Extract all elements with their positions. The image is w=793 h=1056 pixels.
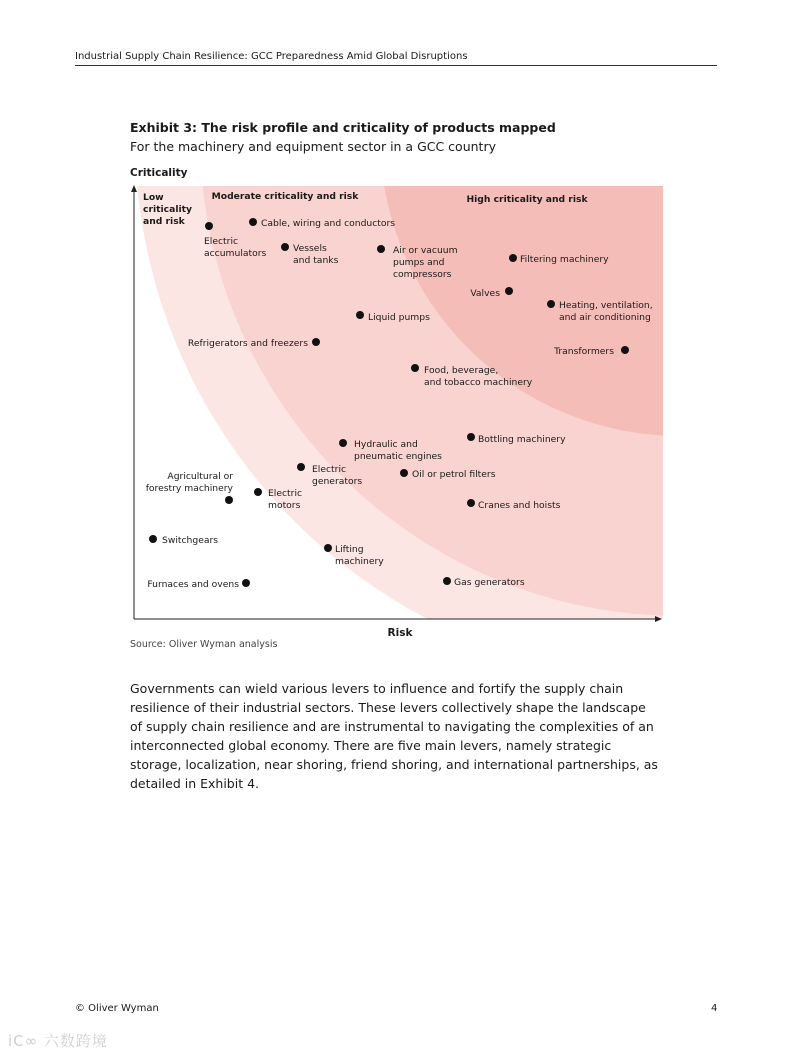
point-label: Furnaces and ovens: [147, 579, 239, 590]
point-label: Bottling machinery: [478, 434, 566, 445]
point-marker: [443, 577, 451, 585]
point-label: Valves: [470, 288, 500, 299]
watermark-text: 六数跨境: [43, 1032, 108, 1050]
point-marker: [621, 346, 629, 354]
page-number: 4: [711, 1003, 718, 1014]
point-marker: [377, 245, 385, 253]
point-filtering-machinery: [509, 254, 609, 265]
point-label: Filtering machinery: [520, 254, 609, 265]
point-marker: [281, 243, 289, 251]
point-label: Heating, ventilation, and air conditioning: [559, 300, 653, 323]
point-liquid-pumps: [356, 311, 430, 323]
point-label: Agricultural or forestry machinery: [145, 471, 233, 494]
point-bottling-machinery: [467, 433, 566, 445]
point-marker: [324, 544, 332, 552]
point-label: Lifting machinery: [335, 544, 384, 567]
point-gas-generators: [443, 577, 525, 588]
exhibit-title: Exhibit 3: The risk profile and criticality of products mapped: [130, 120, 556, 135]
point-marker: [467, 499, 475, 507]
point-label: Air or vacuum pumps and compressors: [393, 245, 458, 280]
zone-label-moderate: Moderate criticality and risk: [211, 191, 359, 202]
point-marker: [205, 222, 213, 230]
point-refrigerators-and-freezers: [188, 338, 320, 349]
exhibit-subtitle: For the machinery and equipment sector in a GCC country: [130, 139, 496, 154]
zone-label-low: Low criticality and risk: [143, 192, 192, 227]
risk-criticality-chart: [120, 176, 680, 646]
point-label: Liquid pumps: [368, 312, 430, 323]
point-marker: [547, 300, 555, 308]
point-label: Electric generators: [312, 464, 363, 487]
point-label: Refrigerators and freezers: [187, 338, 308, 349]
point-label: Gas generators: [454, 577, 525, 588]
point-label: Vessels and tanks: [293, 243, 339, 266]
point-marker: [411, 364, 419, 372]
point-marker: [149, 535, 157, 543]
point-heating-ventilation-and-air-conditioning: [547, 300, 653, 323]
point-label: Food, beverage, and tobacco machinery: [424, 365, 533, 388]
point-label: Electric motors: [268, 488, 303, 511]
y-axis-label: Criticality: [130, 167, 188, 179]
running-header: Industrial Supply Chain Resilience: GCC Preparedness Amid Global Disruptions: [75, 51, 717, 66]
watermark-logo: iC∞ 六数跨境: [8, 1032, 108, 1050]
point-label: Cranes and hoists: [478, 500, 561, 511]
point-label: Electric accumulators: [204, 236, 267, 259]
source-note: Source: Oliver Wyman analysis: [130, 639, 278, 650]
point-furnaces-and-ovens: [147, 579, 250, 590]
zone-label-high: High criticality and risk: [466, 194, 588, 205]
point-marker: [339, 439, 347, 447]
point-marker: [297, 463, 305, 471]
point-label: Switchgears: [162, 535, 219, 546]
point-label: Transformers: [554, 346, 614, 357]
x-axis-label: Risk: [387, 627, 413, 639]
point-marker: [356, 311, 364, 319]
point-oil-or-petrol-filters: [400, 469, 496, 480]
point-marker: [242, 579, 250, 587]
body-paragraph: Governments can wield various levers to influence and fortify the supply chain resilience of their industrial sectors. These levers collectively shape the landscape of supply chain resilience and are instrumental to navigating the complexities of an interconnected global economy. There are five main levers, namely strategic storage, localization, near shoring, friend shoring, and international partnerships, as detailed in Exhibit 4.: [130, 681, 658, 791]
point-marker: [249, 218, 257, 226]
point-marker: [505, 287, 513, 295]
point-marker: [254, 488, 262, 496]
point-marker: [312, 338, 320, 346]
point-marker: [225, 496, 233, 504]
footer-copyright: © Oliver Wyman: [75, 1003, 159, 1014]
point-label: Hydraulic and pneumatic engines: [354, 439, 442, 462]
point-cable-wiring-and-conductors: [249, 218, 395, 229]
point-label: Oil or petrol filters: [412, 469, 496, 480]
point-label: Cable, wiring and conductors: [261, 218, 396, 229]
point-marker: [400, 469, 408, 477]
point-cranes-and-hoists: [467, 499, 561, 511]
point-marker: [509, 254, 517, 262]
point-marker: [467, 433, 475, 441]
